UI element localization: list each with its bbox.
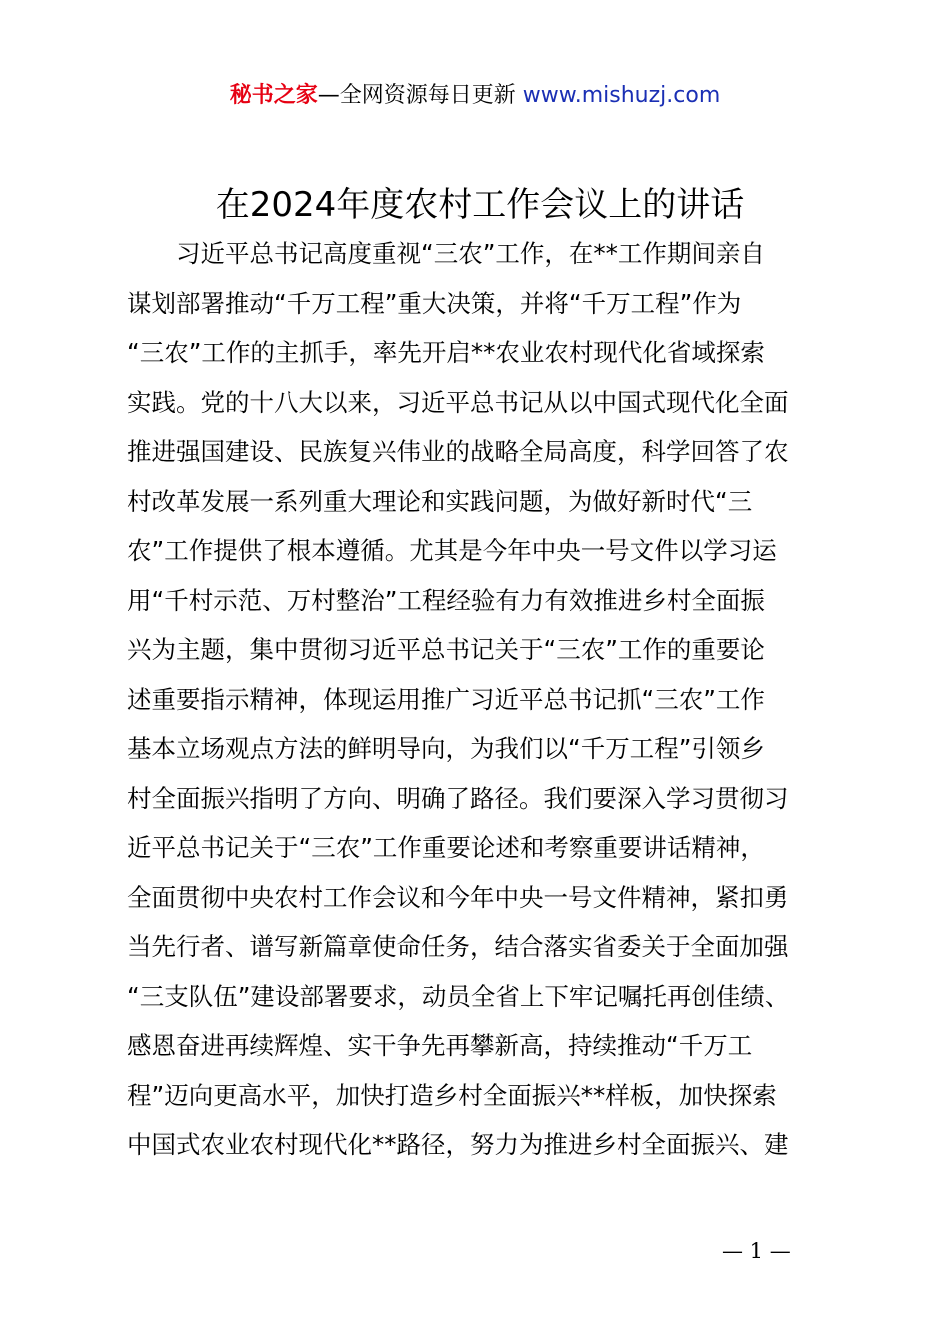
body-line: 中国式农业农村现代化**路径，努力为推进乡村全面振兴、建	[127, 1130, 789, 1159]
body-line: 述重要指示精神，体现运用推广习近平总书记抓“三农”工作	[127, 684, 765, 714]
body-line: 村改革发展一系列重大理论和实践问题，为做好新时代“三	[127, 486, 753, 516]
site-brand-name: 秘书之家	[229, 83, 318, 108]
body-line: 农”工作提供了根本遵循。尤其是今年中央一号文件以学习运	[127, 536, 777, 565]
document-title: 在2024年度农村工作会议上的讲话	[215, 185, 745, 225]
body-line: 全面贯彻中央农村工作会议和今年中央一号文件精神，紧扣勇	[127, 882, 789, 912]
body-line: 习近平总书记高度重视“三农”工作，在**工作期间亲自	[176, 239, 765, 268]
body-line: 推进强国建设、民族复兴伟业的战略全局高度，科学回答了农	[127, 437, 789, 466]
site-header-banner	[0, 80, 950, 112]
body-line: “三农”工作的主抓手，率先开启**农业农村现代化省域探索	[127, 338, 765, 367]
body-line: 用“千村示范、万村整治”工程经验有力有效推进乡村全面振	[127, 585, 765, 615]
page-number: — 1 —	[722, 1239, 791, 1263]
site-slogan: —全网资源每日更新	[317, 83, 516, 108]
body-line: 谋划部署推动“千万工程”重大决策，并将“千万工程”作为	[127, 288, 742, 318]
body-line: 当先行者、谱写新篇章使命任务，结合落实省委关于全面加强	[127, 932, 789, 961]
body-line: 村全面振兴指明了方向、明确了路径。我们要深入学习贯彻习	[127, 783, 789, 813]
body-line: 近平总书记关于“三农”工作重要论述和考察重要讲话精神，	[127, 833, 765, 862]
body-line: 程”迈向更高水平，加快打造乡村全面振兴**样板，加快探索	[127, 1080, 777, 1110]
body-line: 实践。党的十八大以来，习近平总书记从以中国式现代化全面	[127, 387, 789, 417]
document-body	[127, 234, 847, 1175]
site-url-link[interactable]: www.mishuzj.com	[522, 83, 721, 108]
body-line: 感恩奋进再续辉煌、实干争先再攀新高，持续推动“千万工	[127, 1031, 753, 1060]
body-line: “三支队伍”建设部署要求，动员全省上下牢记嘱托再创佳绩、	[127, 981, 790, 1011]
body-line: 兴为主题，集中贯彻习近平总书记关于“三农”工作的重要论	[127, 635, 765, 664]
body-line: 基本立场观点方法的鲜明导向，为我们以“千万工程”引领乡	[127, 734, 765, 763]
